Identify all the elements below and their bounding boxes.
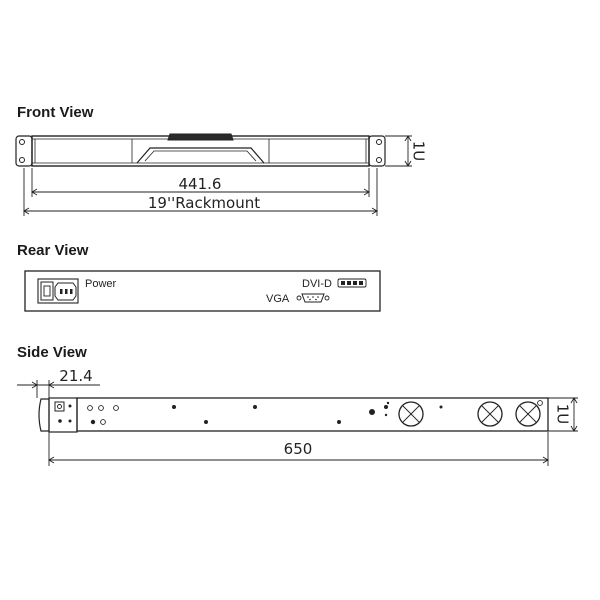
vga-port-icon [297,294,329,302]
side-height-label: 1U [553,403,572,425]
side-bracket-label: 21.4 [59,367,93,385]
power-inlet-icon [38,279,78,303]
dvi-d-port-icon [338,279,366,287]
front-right-rack-ear [369,136,385,166]
front-height-label: 1U [409,140,428,162]
front-rack-label: 19''Rackmount [147,194,261,212]
side-view-title: Side View [17,344,87,361]
front-view-title: Front View [17,104,94,121]
dvi-d-label: DVI-D [302,278,332,290]
front-center-handle [137,134,264,163]
side-fan-openings [399,402,540,426]
rear-view-title: Rear View [17,242,89,259]
power-label: Power [85,278,117,290]
side-mounting-holes [88,401,543,425]
side-front-bracket [39,398,77,432]
rear-view-drawing [25,271,380,311]
front-left-rack-ear [16,136,32,166]
front-width-label: 441.6 [178,175,222,193]
front-height-dimension [385,136,412,166]
side-chassis [77,398,548,431]
side-length-label: 650 [283,440,313,458]
vga-label: VGA [266,293,290,305]
